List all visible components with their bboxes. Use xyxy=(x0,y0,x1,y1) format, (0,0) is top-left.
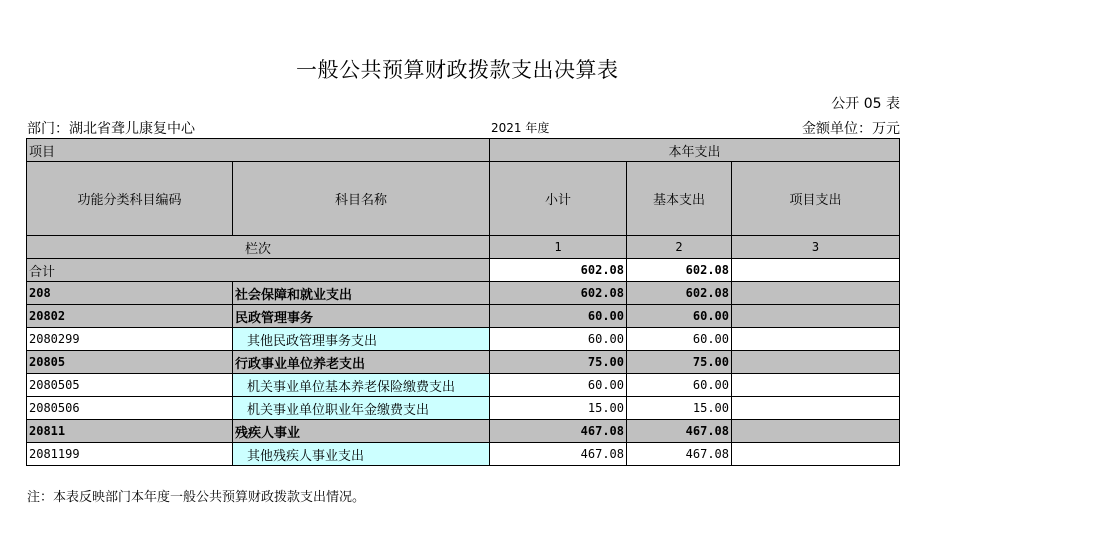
row-code: 2080299 xyxy=(27,328,233,351)
row-code: 20802 xyxy=(27,305,233,328)
table-row xyxy=(27,305,900,328)
header-col3: 3 xyxy=(732,236,900,259)
row-project xyxy=(732,305,900,328)
expense-table xyxy=(26,138,900,466)
header-current-year-expense: 本年支出 xyxy=(490,139,900,162)
row-name: 其他残疾人事业支出 xyxy=(233,443,490,466)
row-basic: 75.00 xyxy=(627,351,732,374)
total-label: 合计 xyxy=(27,259,490,282)
row-project xyxy=(732,351,900,374)
header-basic: 基本支出 xyxy=(627,162,732,236)
table-row xyxy=(27,351,900,374)
table-row xyxy=(27,443,900,466)
row-subtotal: 75.00 xyxy=(490,351,627,374)
header-code: 功能分类科目编码 xyxy=(27,162,233,236)
row-project xyxy=(732,397,900,420)
row-subtotal: 60.00 xyxy=(490,305,627,328)
form-number: 公开 05 表 xyxy=(831,96,900,112)
row-name: 行政事业单位养老支出 xyxy=(233,351,490,374)
row-project xyxy=(732,374,900,397)
footnote: 注：本表反映部门本年度一般公共预算财政拨款支出情况。 xyxy=(27,490,366,505)
table-row xyxy=(27,282,900,305)
row-name: 机关事业单位基本养老保险缴费支出 xyxy=(233,374,490,397)
row-code: 2081199 xyxy=(27,443,233,466)
row-basic: 15.00 xyxy=(627,397,732,420)
row-subtotal: 467.08 xyxy=(490,443,627,466)
row-basic: 60.00 xyxy=(627,305,732,328)
row-name: 其他民政管理事务支出 xyxy=(233,328,490,351)
row-code: 20811 xyxy=(27,420,233,443)
row-basic: 60.00 xyxy=(627,328,732,351)
row-basic: 60.00 xyxy=(627,374,732,397)
page-title: 一般公共预算财政拨款支出决算表 xyxy=(296,58,619,82)
row-subtotal: 60.00 xyxy=(490,374,627,397)
header-col1: 1 xyxy=(490,236,627,259)
row-project xyxy=(732,328,900,351)
total-subtotal: 602.08 xyxy=(490,259,627,282)
row-project xyxy=(732,420,900,443)
table-row xyxy=(27,374,900,397)
row-name: 机关事业单位职业年金缴费支出 xyxy=(233,397,490,420)
total-basic: 602.08 xyxy=(627,259,732,282)
row-subtotal: 602.08 xyxy=(490,282,627,305)
header-col2: 2 xyxy=(627,236,732,259)
row-code: 2080506 xyxy=(27,397,233,420)
row-basic: 467.08 xyxy=(627,443,732,466)
row-project xyxy=(732,443,900,466)
table-row xyxy=(27,420,900,443)
row-basic: 467.08 xyxy=(627,420,732,443)
row-subtotal: 467.08 xyxy=(490,420,627,443)
row-name: 社会保障和就业支出 xyxy=(233,282,490,305)
year-label: 2021 年度 xyxy=(491,121,550,135)
header-subtotal: 小计 xyxy=(490,162,627,236)
header-column-label: 栏次 xyxy=(27,236,490,259)
row-code: 208 xyxy=(27,282,233,305)
row-subtotal: 15.00 xyxy=(490,397,627,420)
header-name: 科目名称 xyxy=(233,162,490,236)
table-row xyxy=(27,397,900,420)
row-subtotal: 60.00 xyxy=(490,328,627,351)
table-row xyxy=(27,328,900,351)
row-name: 残疾人事业 xyxy=(233,420,490,443)
row-project xyxy=(732,282,900,305)
row-name: 民政管理事务 xyxy=(233,305,490,328)
header-project: 项目 xyxy=(27,139,490,162)
row-code: 2080505 xyxy=(27,374,233,397)
row-basic: 602.08 xyxy=(627,282,732,305)
row-code: 20805 xyxy=(27,351,233,374)
department-label: 部门：湖北省聋儿康复中心 xyxy=(27,121,195,137)
unit-label: 金额单位：万元 xyxy=(802,121,900,137)
total-project xyxy=(732,259,900,282)
total-row xyxy=(27,259,900,282)
header-project-expense: 项目支出 xyxy=(732,162,900,236)
